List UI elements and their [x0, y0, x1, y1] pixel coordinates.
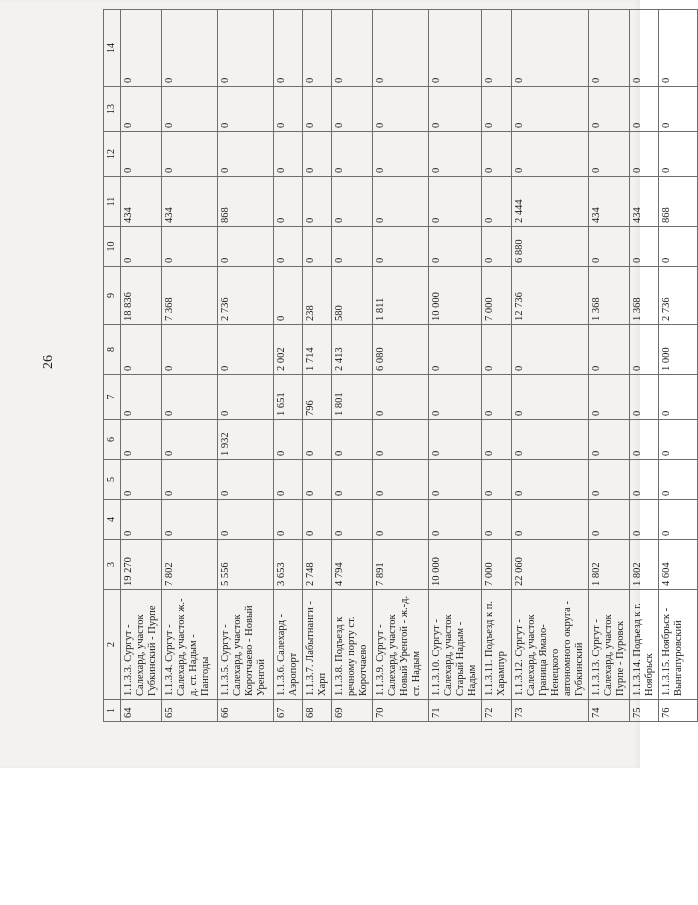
- value-cell: 0: [273, 420, 302, 460]
- value-cell: 10 000: [429, 267, 482, 325]
- value-cell: 0: [373, 460, 429, 500]
- value-cell: 0: [511, 132, 588, 177]
- value-cell: 0: [217, 460, 273, 500]
- value-cell: 0: [588, 10, 629, 87]
- value-cell: 434: [630, 177, 659, 227]
- table-row: [273, 10, 302, 722]
- object-name-cell: 1.1.3.7. Лабытнанги - Харп: [302, 590, 331, 700]
- value-cell: 0: [161, 227, 217, 267]
- table-row: [120, 10, 161, 722]
- value-cell: 0: [161, 420, 217, 460]
- value-cell: 0: [161, 460, 217, 500]
- column-header: 10: [104, 227, 121, 267]
- value-cell: 0: [511, 10, 588, 87]
- object-name-cell: 1.1.3.8. Подъезд к речному порту ст. Коротчаево: [331, 590, 372, 700]
- table-row: [217, 10, 273, 722]
- value-cell: 0: [373, 420, 429, 460]
- value-cell: 0: [429, 420, 482, 460]
- value-cell: 0: [161, 500, 217, 540]
- value-cell: 0: [659, 132, 698, 177]
- value-cell: 0: [120, 10, 161, 87]
- value-cell: 0: [217, 87, 273, 132]
- value-cell: 0: [482, 227, 511, 267]
- value-cell: 2 444: [511, 177, 588, 227]
- value-cell: 2 748: [302, 540, 331, 590]
- row-number-cell: 65: [161, 700, 217, 722]
- object-name-cell: 1.1.3.14. Подъезд к г. Ноябрьск: [630, 590, 659, 700]
- value-cell: 2 736: [659, 267, 698, 325]
- value-cell: 0: [120, 375, 161, 420]
- column-header: 13: [104, 87, 121, 132]
- value-cell: 0: [161, 375, 217, 420]
- value-cell: 0: [630, 460, 659, 500]
- value-cell: 2 413: [331, 325, 372, 375]
- value-cell: 0: [630, 420, 659, 460]
- value-cell: 0: [120, 227, 161, 267]
- value-cell: 0: [588, 87, 629, 132]
- value-cell: 1 714: [302, 325, 331, 375]
- value-cell: 2 002: [273, 325, 302, 375]
- value-cell: 0: [217, 227, 273, 267]
- table-row: [373, 10, 429, 722]
- object-name-cell: 1.1.3.11. Подъезд к п. Харампур: [482, 590, 511, 700]
- value-cell: 0: [373, 227, 429, 267]
- object-name-cell: 1.1.3.12. Сургут - Салехард, участок Граница Ямало-Ненецкого автономного округа - Губкинский: [511, 590, 588, 700]
- value-cell: 238: [302, 267, 331, 325]
- value-cell: 10 000: [429, 540, 482, 590]
- value-cell: 0: [302, 10, 331, 87]
- value-cell: 0: [630, 325, 659, 375]
- value-cell: 0: [120, 420, 161, 460]
- value-cell: 0: [273, 267, 302, 325]
- value-cell: 0: [482, 500, 511, 540]
- value-cell: 0: [511, 375, 588, 420]
- value-cell: 0: [161, 10, 217, 87]
- value-cell: 0: [630, 10, 659, 87]
- value-cell: 0: [217, 500, 273, 540]
- value-cell: 0: [429, 132, 482, 177]
- value-cell: 0: [511, 87, 588, 132]
- value-cell: 0: [120, 460, 161, 500]
- value-cell: 0: [217, 325, 273, 375]
- value-cell: 1 811: [373, 267, 429, 325]
- value-cell: 0: [302, 132, 331, 177]
- row-number-cell: 75: [630, 700, 659, 722]
- column-header: 11: [104, 177, 121, 227]
- value-cell: 0: [373, 177, 429, 227]
- value-cell: 1 802: [630, 540, 659, 590]
- column-header: 9: [104, 267, 121, 325]
- value-cell: 1 368: [630, 267, 659, 325]
- value-cell: 0: [659, 500, 698, 540]
- table-row: [331, 10, 372, 722]
- value-cell: 0: [659, 87, 698, 132]
- value-cell: 0: [331, 460, 372, 500]
- object-name-cell: 1.1.3.6. Салехард - Аэропорт: [273, 590, 302, 700]
- column-header: 6: [104, 420, 121, 460]
- row-number-cell: 71: [429, 700, 482, 722]
- value-cell: 0: [511, 420, 588, 460]
- value-cell: 1 802: [588, 540, 629, 590]
- value-cell: 0: [588, 132, 629, 177]
- value-cell: 868: [659, 177, 698, 227]
- value-cell: 0: [120, 132, 161, 177]
- value-cell: 1 000: [659, 325, 698, 375]
- value-cell: 0: [373, 500, 429, 540]
- value-cell: 0: [429, 10, 482, 87]
- object-name-cell: 1.1.3.15. Ноябрьск - Вынгапуровский: [659, 590, 698, 700]
- value-cell: 5 556: [217, 540, 273, 590]
- value-cell: 3 653: [273, 540, 302, 590]
- row-number-cell: 66: [217, 700, 273, 722]
- value-cell: 0: [273, 87, 302, 132]
- table-row: [588, 10, 629, 722]
- value-cell: 7 000: [482, 267, 511, 325]
- value-cell: 580: [331, 267, 372, 325]
- value-cell: 2 736: [217, 267, 273, 325]
- value-cell: 0: [588, 420, 629, 460]
- value-cell: 1 651: [273, 375, 302, 420]
- value-cell: 22 060: [511, 540, 588, 590]
- value-cell: 0: [331, 420, 372, 460]
- value-cell: 0: [429, 87, 482, 132]
- row-number-cell: 70: [373, 700, 429, 722]
- row-number-cell: 76: [659, 700, 698, 722]
- value-cell: 434: [120, 177, 161, 227]
- value-cell: 0: [429, 177, 482, 227]
- value-cell: 0: [659, 10, 698, 87]
- table-row: [302, 10, 331, 722]
- row-number-cell: 74: [588, 700, 629, 722]
- value-cell: 0: [482, 177, 511, 227]
- object-name-cell: 1.1.3.3. Сургут - Салехард, участок Губкинский - Пурпе: [120, 590, 161, 700]
- column-header: 3: [104, 540, 121, 590]
- data-table: [103, 9, 698, 722]
- value-cell: 0: [273, 460, 302, 500]
- value-cell: 0: [302, 227, 331, 267]
- value-cell: 868: [217, 177, 273, 227]
- value-cell: 0: [588, 227, 629, 267]
- value-cell: 0: [273, 132, 302, 177]
- value-cell: 0: [120, 500, 161, 540]
- table-row: [482, 10, 511, 722]
- value-cell: 0: [161, 325, 217, 375]
- value-cell: 0: [273, 10, 302, 87]
- value-cell: 0: [630, 227, 659, 267]
- value-cell: 0: [659, 375, 698, 420]
- table-row: [630, 10, 659, 722]
- row-number-cell: 64: [120, 700, 161, 722]
- value-cell: 0: [511, 460, 588, 500]
- value-cell: 0: [273, 177, 302, 227]
- value-cell: 0: [161, 132, 217, 177]
- value-cell: 0: [273, 227, 302, 267]
- value-cell: 0: [588, 375, 629, 420]
- rotated-table-block: [41, 10, 685, 722]
- object-name-cell: 1.1.3.5. Сургут - Салехард, участок Коротчаево - Новый Уренгой: [217, 590, 273, 700]
- value-cell: 1 932: [217, 420, 273, 460]
- column-header: 1: [104, 700, 121, 722]
- value-cell: 0: [273, 500, 302, 540]
- object-name-cell: 1.1.3.4. Сургут - Салехард, участок ж.-д. ст. Надым - Пангоды: [161, 590, 217, 700]
- value-cell: 0: [482, 375, 511, 420]
- page-number: 26: [41, 355, 56, 369]
- value-cell: 0: [630, 132, 659, 177]
- value-cell: 4 794: [331, 540, 372, 590]
- row-number-cell: 69: [331, 700, 372, 722]
- value-cell: 0: [588, 325, 629, 375]
- value-cell: 0: [373, 87, 429, 132]
- value-cell: 0: [482, 87, 511, 132]
- value-cell: 0: [302, 460, 331, 500]
- value-cell: 6 080: [373, 325, 429, 375]
- value-cell: 0: [161, 87, 217, 132]
- value-cell: 18 836: [120, 267, 161, 325]
- value-cell: 0: [217, 132, 273, 177]
- value-cell: 0: [373, 375, 429, 420]
- value-cell: 0: [482, 10, 511, 87]
- value-cell: 0: [429, 325, 482, 375]
- value-cell: 0: [302, 500, 331, 540]
- value-cell: 0: [429, 227, 482, 267]
- value-cell: 0: [120, 325, 161, 375]
- table-header-row: [104, 10, 121, 722]
- value-cell: 12 736: [511, 267, 588, 325]
- column-header: 2: [104, 590, 121, 700]
- value-cell: 0: [630, 87, 659, 132]
- value-cell: 0: [331, 10, 372, 87]
- object-name-cell: 1.1.3.9. Сургут - Салехард, участок Новый Уренгой - ж.-д. ст. Надым: [373, 590, 429, 700]
- value-cell: 0: [429, 375, 482, 420]
- value-cell: 0: [511, 325, 588, 375]
- table-row: [161, 10, 217, 722]
- value-cell: 0: [429, 460, 482, 500]
- object-name-cell: 1.1.3.10. Сургут - Салехард, участок Старый Надым - Надым: [429, 590, 482, 700]
- value-cell: 19 270: [120, 540, 161, 590]
- value-cell: 0: [331, 87, 372, 132]
- value-cell: 0: [373, 132, 429, 177]
- value-cell: 0: [331, 132, 372, 177]
- value-cell: 0: [331, 500, 372, 540]
- column-header: 14: [104, 10, 121, 87]
- value-cell: 0: [659, 460, 698, 500]
- value-cell: 796: [302, 375, 331, 420]
- value-cell: 1 368: [588, 267, 629, 325]
- table-row: [429, 10, 482, 722]
- column-header: 7: [104, 375, 121, 420]
- column-header: 12: [104, 132, 121, 177]
- value-cell: 0: [120, 87, 161, 132]
- value-cell: 0: [331, 227, 372, 267]
- value-cell: 0: [659, 420, 698, 460]
- value-cell: 0: [302, 177, 331, 227]
- value-cell: 0: [482, 325, 511, 375]
- table-row: [511, 10, 588, 722]
- table-row: [659, 10, 698, 722]
- value-cell: 7 000: [482, 540, 511, 590]
- row-number-cell: 68: [302, 700, 331, 722]
- row-number-cell: 67: [273, 700, 302, 722]
- value-cell: 0: [482, 132, 511, 177]
- value-cell: 1 801: [331, 375, 372, 420]
- column-header: 5: [104, 460, 121, 500]
- value-cell: 434: [161, 177, 217, 227]
- value-cell: 0: [217, 10, 273, 87]
- object-name-cell: 1.1.3.13. Сургут - Салехард, участок Пурпе - Пуровск: [588, 590, 629, 700]
- table-body: [120, 10, 698, 722]
- value-cell: 0: [302, 87, 331, 132]
- value-cell: 434: [588, 177, 629, 227]
- value-cell: 0: [482, 460, 511, 500]
- value-cell: 0: [588, 460, 629, 500]
- value-cell: 0: [659, 227, 698, 267]
- value-cell: 0: [630, 500, 659, 540]
- value-cell: 0: [511, 500, 588, 540]
- row-number-cell: 72: [482, 700, 511, 722]
- column-header: 4: [104, 500, 121, 540]
- value-cell: 0: [302, 420, 331, 460]
- value-cell: 0: [588, 500, 629, 540]
- value-cell: 0: [429, 500, 482, 540]
- value-cell: 0: [630, 375, 659, 420]
- value-cell: 0: [217, 375, 273, 420]
- value-cell: 0: [373, 10, 429, 87]
- row-number-cell: 73: [511, 700, 588, 722]
- value-cell: 0: [331, 177, 372, 227]
- value-cell: 7 368: [161, 267, 217, 325]
- value-cell: 6 880: [511, 227, 588, 267]
- value-cell: 7 891: [373, 540, 429, 590]
- value-cell: 4 604: [659, 540, 698, 590]
- column-header: 8: [104, 325, 121, 375]
- value-cell: 7 802: [161, 540, 217, 590]
- value-cell: 0: [482, 420, 511, 460]
